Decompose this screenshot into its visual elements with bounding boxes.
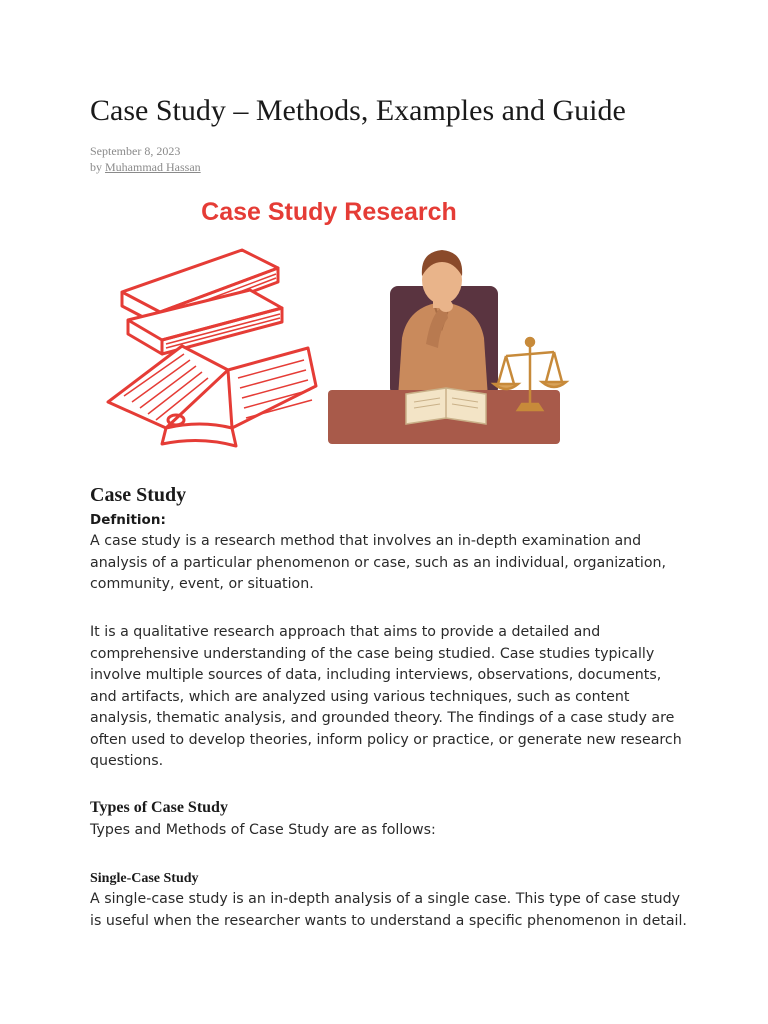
hero-title: Case Study Research xyxy=(201,198,457,226)
hero-artwork xyxy=(90,188,580,468)
article-byline xyxy=(90,159,201,175)
case-study-heading: Case Study xyxy=(90,484,187,506)
article-date: September 8, 2023 xyxy=(90,144,181,158)
single-case-heading: Single-Case Study xyxy=(90,871,199,886)
article-meta xyxy=(90,143,201,175)
types-intro-paragraph: Types and Methods of Case Study are as follows: xyxy=(90,822,436,838)
definition-label: Defnition: xyxy=(90,512,166,528)
article-title: Case Study – Methods, Examples and Guide xyxy=(90,94,626,127)
reader-at-desk-icon xyxy=(328,250,560,444)
definition-paragraph: A case study is a research method that involves an in-depth examination and analysis of a particular phenomenon or case, such as an individual, organization, community, event, or situation. xyxy=(90,533,666,592)
approach-paragraph: It is a qualitative research approach that aims to provide a detailed and comprehensive understanding of the case being studied. Case studies typically involve multiple sources of data, including interviews, observations, documents, and artifacts, which are analyzed using various techniques, such as content analysis, thematic analysis, and grounded theory. The findings of a case study are often used to develop theories, inform policy or practice, or generate new research questions. xyxy=(90,624,682,769)
hero-illustration xyxy=(90,188,580,468)
single-case-paragraph: A single-case study is an in-depth analysis of a single case. This type of case study is useful when the researcher wants to understand a specific phenomenon in detail. xyxy=(90,891,687,929)
author-link[interactable]: Muhammad Hassan xyxy=(105,160,201,174)
books-stack-icon xyxy=(108,250,316,446)
types-heading: Types of Case Study xyxy=(90,799,228,816)
byline-prefix: by xyxy=(90,160,105,174)
